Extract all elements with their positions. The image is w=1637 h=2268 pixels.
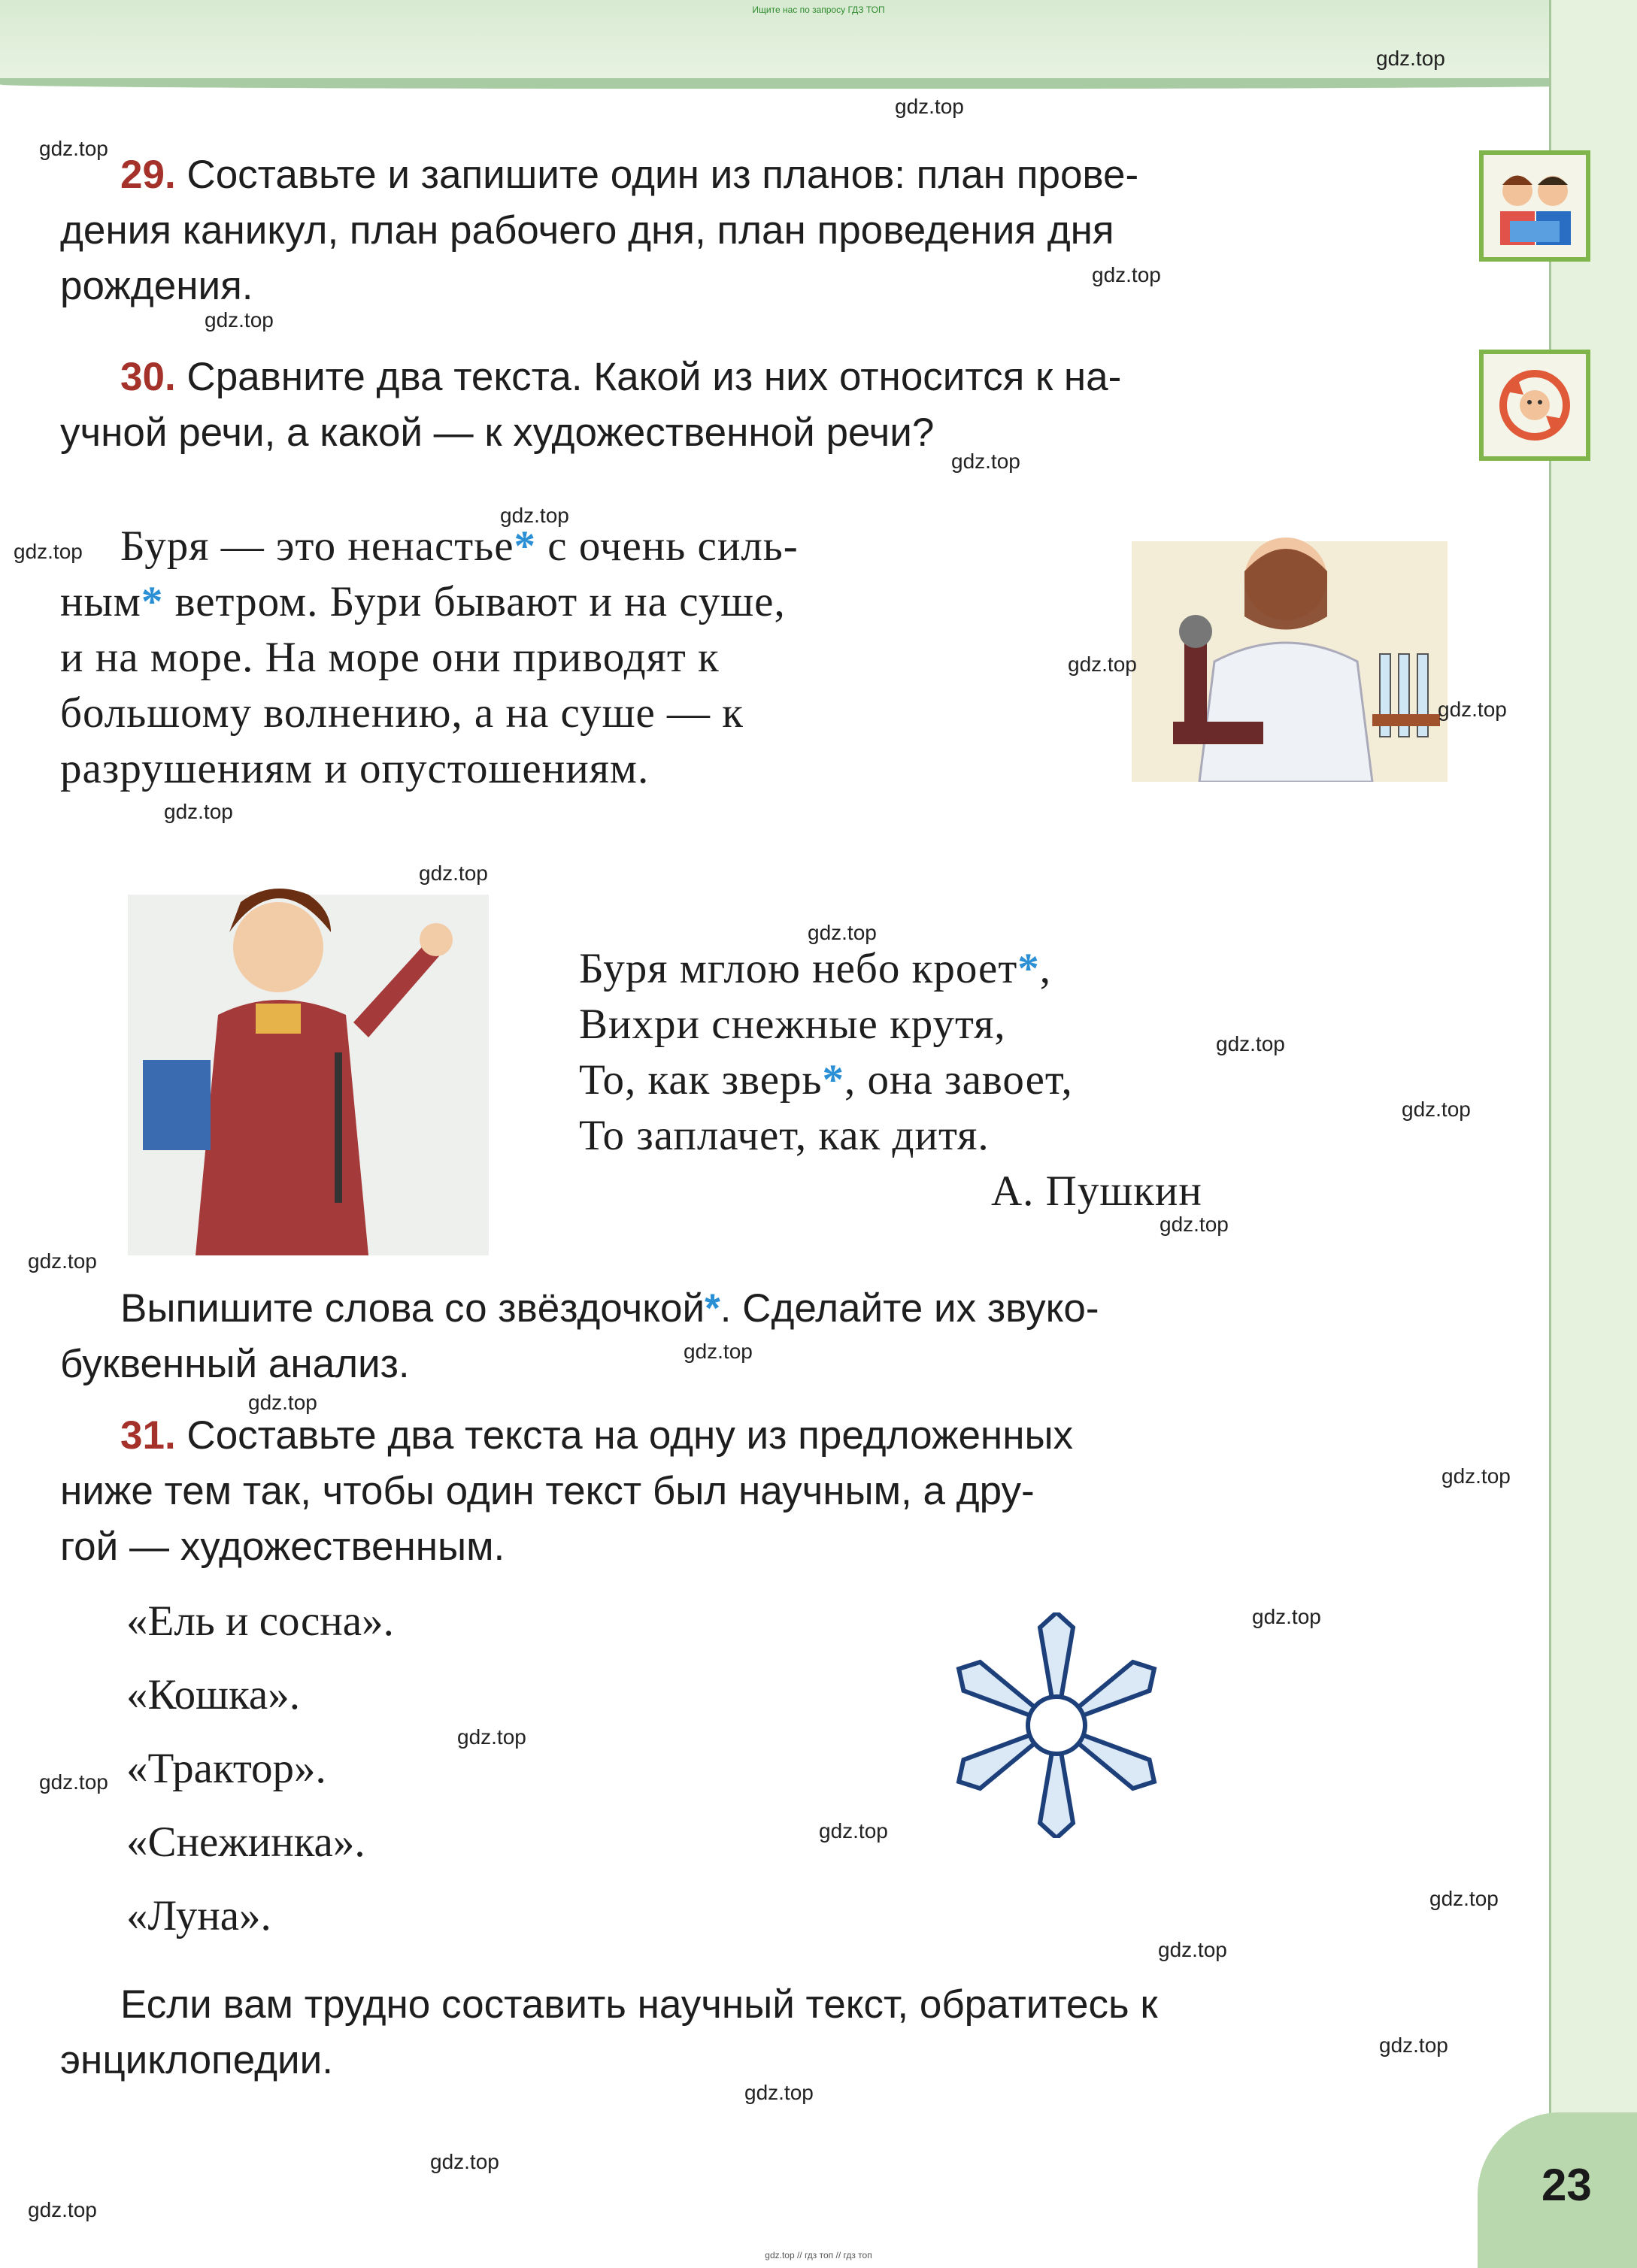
watermark: gdz.top: [164, 800, 233, 823]
text-fragment: , она завоет,: [844, 1056, 1073, 1104]
top-note: Ищите нас по запросу ГДЗ ТОП: [752, 5, 885, 15]
topic-item: «Трактор».: [126, 1745, 326, 1792]
scientist-microscope-illustration: [1132, 511, 1448, 782]
text-fragment: Буря — это ненастье: [120, 522, 514, 570]
poem-author: А. Пушкин: [991, 1167, 1202, 1215]
watermark: gdz.top: [1441, 1464, 1511, 1488]
poet-reciting-illustration: [128, 865, 504, 1255]
watermark: gdz.top: [1429, 1887, 1499, 1910]
text1-line1: [120, 519, 799, 574]
compare-arrows-icon: [1479, 350, 1590, 461]
topic-item: «Ель и сосна».: [126, 1597, 394, 1645]
poem-line3: [579, 1052, 1073, 1108]
task-number: 31.: [120, 1413, 176, 1458]
asterisk: *: [822, 1056, 844, 1104]
watermark: gdz.top: [39, 1770, 108, 1794]
asterisk: *: [705, 1286, 720, 1331]
instruction-line2: буквенный анализ.: [60, 1342, 410, 1386]
topic-item: «Кошка».: [126, 1671, 300, 1718]
task-number: 30.: [120, 355, 176, 399]
task-text: Составьте два текста на одну из предложенных: [186, 1413, 1074, 1458]
task-31-line2: ниже тем так, чтобы один текст был научным, а дру-: [60, 1469, 1035, 1513]
poem-line1: Буря мглою небо кроет*,: [579, 945, 1052, 992]
task-31-line1: [120, 1408, 1073, 1464]
text-fragment: ветром. Бури бывают и на суше,: [163, 578, 786, 625]
text-fragment: . Сделайте их звуко-: [720, 1286, 1099, 1331]
watermark: gdz.top: [744, 2081, 814, 2104]
watermark: gdz.top: [819, 1819, 888, 1843]
bottom-watermark: gdz.top // гдз топ // гдз топ: [765, 2250, 872, 2260]
watermark: gdz.top: [895, 95, 964, 118]
task-30-line2: учной речи, а какой — к художественной речи?: [60, 410, 935, 455]
watermark: gdz.top: [248, 1391, 317, 1414]
watermark: gdz.top: [951, 450, 1020, 473]
text-fragment: ным: [60, 578, 141, 625]
watermark: gdz.top: [205, 308, 274, 332]
task-29-line3: рождения.: [60, 264, 253, 308]
task-text: Составьте и запишите один из планов: план прове-: [186, 153, 1139, 197]
topic-item: «Снежинка».: [126, 1818, 365, 1866]
watermark: gdz.top: [1092, 263, 1161, 286]
page-number: 23: [1542, 2160, 1592, 2210]
watermark: gdz.top: [1379, 2033, 1448, 2057]
text1-line2: [60, 574, 786, 630]
text1-line4: большому волнению, а на суше — к: [60, 689, 744, 737]
poem-line2: Вихри снежные крутя,: [579, 1001, 1006, 1048]
text-fragment: с очень силь-: [536, 522, 799, 570]
text1-line5: разрушениям и опустошениям.: [60, 745, 650, 792]
text-fragment: То, как зверь: [579, 1056, 823, 1104]
right-rail: [1549, 0, 1637, 2268]
asterisk: *: [141, 578, 164, 625]
tip-line2: энциклопедии.: [60, 2038, 333, 2082]
asterisk: *: [1017, 945, 1040, 992]
text-fragment: Буря мглою небо кроет: [579, 945, 1018, 992]
watermark: gdz.top: [1376, 47, 1445, 70]
watermark: gdz.top: [14, 540, 83, 563]
watermark: gdz.top: [1216, 1032, 1285, 1055]
watermark: gdz.top: [457, 1725, 526, 1749]
poem-line4: То заплачет, как дитя.: [579, 1112, 990, 1159]
topic-item: «Луна».: [126, 1892, 271, 1939]
watermark: gdz.top: [684, 1340, 753, 1363]
reading-children-icon: [1479, 150, 1590, 262]
task-number: 29.: [120, 153, 176, 197]
text1-line3: и на море. На море они приводят к: [60, 634, 720, 681]
watermark: gdz.top: [1402, 1098, 1471, 1121]
watermark: gdz.top: [28, 1249, 97, 1273]
task-29-line1: [120, 147, 1138, 203]
task-text: Сравните два текста. Какой из них относится к на-: [186, 355, 1122, 399]
watermark: gdz.top: [1438, 698, 1507, 721]
watermark: gdz.top: [1158, 1938, 1227, 1961]
instruction-line1: [120, 1281, 1099, 1337]
task-31-line3: гой — художественным.: [60, 1525, 505, 1569]
tip-line1: Если вам трудно составить научный текст, обратитесь к: [120, 1982, 1158, 2027]
watermark: gdz.top: [1068, 653, 1137, 676]
text-fragment: Выпишите слова со звёздочкой: [120, 1286, 705, 1331]
task-29-line2: дения каникул, план рабочего дня, план проведения дня: [60, 208, 1114, 253]
watermark: gdz.top: [39, 137, 108, 160]
asterisk: *: [514, 522, 537, 570]
watermark: gdz.top: [1252, 1605, 1321, 1628]
watermark: gdz.top: [28, 2198, 97, 2221]
watermark: gdz.top: [1160, 1213, 1229, 1236]
watermark: gdz.top: [430, 2150, 499, 2173]
task-30-line1: [120, 350, 1121, 405]
snowflake-illustration: [917, 1612, 1196, 1838]
watermark: gdz.top: [500, 504, 569, 527]
watermark: gdz.top: [808, 921, 877, 944]
watermark: gdz.top: [419, 861, 488, 885]
